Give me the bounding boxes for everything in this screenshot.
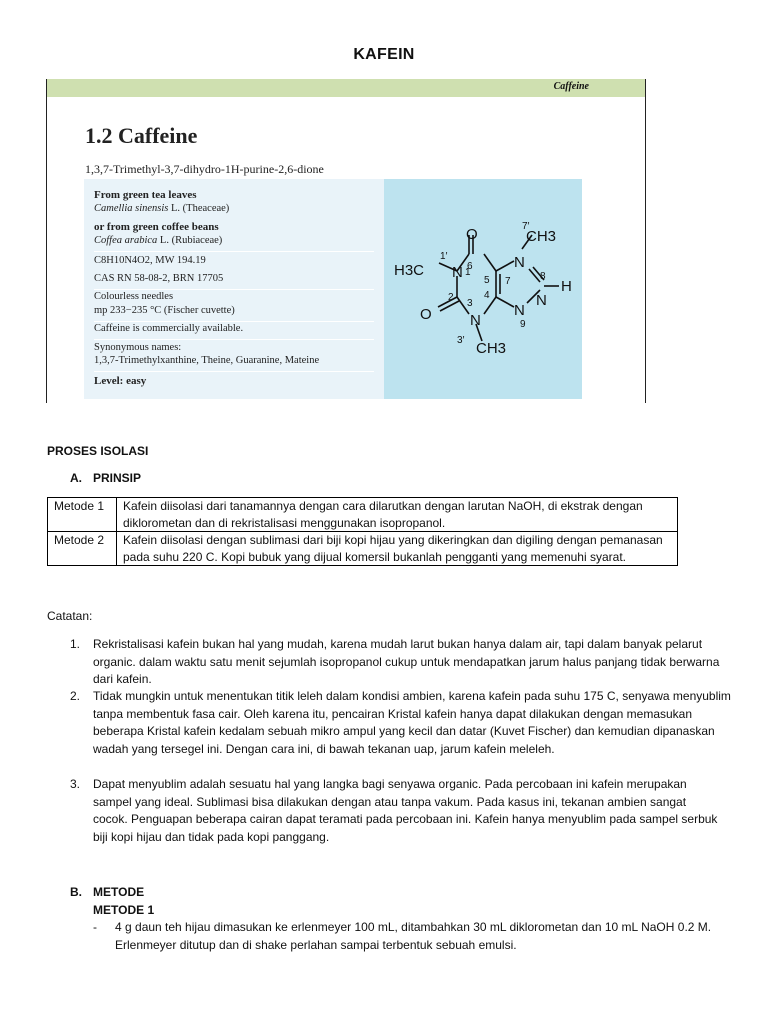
iupac-name: 1,3,7-Trimethyl-3,7-dihydro-1H-purine-2,6-dione bbox=[85, 162, 324, 176]
svg-text:4: 4 bbox=[484, 290, 490, 301]
note-number: 2. bbox=[70, 689, 81, 703]
molecular-formula: C8H10N4O2, MW 194.19 bbox=[94, 255, 206, 266]
source2-origin bbox=[94, 235, 222, 246]
section-heading-isolation: PROSES ISOLASI bbox=[47, 444, 149, 458]
excerpt-heading: 1.2 Caffeine bbox=[85, 123, 198, 148]
synonyms-list: 1,3,7-Trimethylxanthine, Theine, Guaranine, Mateine bbox=[94, 355, 320, 366]
svg-text:2: 2 bbox=[448, 292, 454, 303]
carbonyl-o-left: O bbox=[420, 306, 432, 323]
source1-title: From green tea leaves bbox=[94, 189, 197, 201]
method-cell: Metode 2 bbox=[48, 532, 117, 566]
methyl-label-top: CH3 bbox=[526, 228, 557, 245]
svg-text:5: 5 bbox=[484, 275, 490, 286]
svg-text:9: 9 bbox=[520, 319, 526, 330]
source1-origin bbox=[94, 203, 229, 214]
note-text: Dapat menyublim adalah sesuatu hal yang langka bagi senyawa organic. Pada percobaan ini kafein merupakan sampel yang ideal. Sublimasi bisa dilakukan dengan atau tanpa vakum. Pada kasus ini, tekanan ambien sangat cocok. Penguapan beberapa cairan dapat teramati pada percobaan ini. Kafein hanya menyublim pada sampel serbuk biji kopi hijau dan tidak pada kopi panggang. bbox=[93, 777, 718, 844]
methyl-label-bottom: CH3 bbox=[476, 340, 507, 357]
source1-species: Camellia sinensis bbox=[94, 203, 169, 214]
excerpt-header-label: Caffeine bbox=[553, 81, 589, 92]
table-row bbox=[48, 498, 678, 532]
section-b-label: B. bbox=[70, 885, 82, 899]
principle-table bbox=[47, 497, 678, 566]
source2-title: or from green coffee beans bbox=[94, 221, 219, 233]
table-row bbox=[48, 532, 678, 566]
melting-point: mp 233−235 °C (Fischer cuvette) bbox=[94, 305, 235, 316]
section-b-title: METODE bbox=[93, 885, 145, 899]
svg-text:8: 8 bbox=[540, 271, 546, 282]
description-cell: Kafein diisolasi dari tanamannya dengan cara dilarutkan dengan larutan NaOH, di ekstrak dengan diklorometan dan di rekristalisasi menggunakan isopropanol. bbox=[117, 498, 678, 532]
source1-family: L. (Theaceae) bbox=[171, 203, 230, 214]
note-text: Rekristalisasi kafein bukan hal yang mudah, karena mudah larut bukan hanya dalam air, tapi dalam banyak pelarut organic. dalam waktu satu menit sejumlah isopropanol cukup untuk mendapatkan jarum halus panjang tidak berwarna dari kafein. bbox=[93, 637, 720, 687]
difficulty-level: Level: easy bbox=[94, 375, 147, 387]
hydrogen-label: H bbox=[561, 278, 572, 295]
excerpt-header-bar bbox=[47, 79, 645, 97]
svg-text:6: 6 bbox=[467, 261, 473, 272]
document-title: KAFEIN bbox=[353, 46, 415, 63]
notes-label: Catatan: bbox=[47, 609, 93, 623]
svg-text:7: 7 bbox=[505, 276, 511, 287]
methyl-label-left: H3C bbox=[394, 262, 425, 279]
svg-text:3′: 3′ bbox=[457, 335, 465, 346]
method1-title: METODE 1 bbox=[93, 903, 155, 917]
method-cell: Metode 1 bbox=[48, 498, 117, 532]
compound-info-box bbox=[84, 179, 384, 399]
source2-species: Coffea arabica bbox=[94, 235, 158, 246]
svg-text:N: N bbox=[452, 264, 463, 281]
svg-text:3: 3 bbox=[467, 298, 473, 309]
svg-text:7′: 7′ bbox=[522, 221, 530, 232]
caffeine-structure-panel bbox=[384, 179, 582, 399]
note-text: Tidak mungkin untuk menentukan titik leleh dalam kondisi ambien, karena kafein pada suhu 175 C, senyawa menyublim tanpa membentuk fasa cair. Oleh karena itu, pencairan Kristal kafein hanya dapat dilakukan dengan memasukan beberapa Kristal kafein kedalam sebuah mikro ampul yang kecil dan datar (Kuvet Fischer) dan kemudian dipanaskan wadah yang tersegel ini. Dengan cara ini, di bawah tekanan uap, jarum kafein meleleh. bbox=[93, 689, 731, 756]
availability-note: Caffeine is commercially available. bbox=[94, 323, 244, 334]
synonyms-label: Synonymous names: bbox=[94, 342, 182, 353]
svg-text:N: N bbox=[536, 292, 547, 309]
appearance: Colourless needles bbox=[94, 291, 174, 302]
caffeine-book-excerpt bbox=[46, 79, 646, 403]
note-number: 3. bbox=[70, 777, 81, 791]
description-cell: Kafein diisolasi dengan sublimasi dari biji kopi hijau yang dikeringkan dan digiling dengan pemanasan pada suhu 220 C. Kopi bubuk yang dijual komersil bukanlah pengganti yang memenuhi syarat. bbox=[117, 532, 678, 566]
section-a-title: PRINSIP bbox=[93, 471, 142, 485]
step-text: 4 g daun teh hijau dimasukan ke erlenmeyer 100 mL, ditambahkan 30 mL diklorometan dan 10 mL NaOH 0.2 M. Erlenmeyer ditutup dan di shake perlahan sampai terbentuk sebuah emulsi. bbox=[115, 920, 712, 952]
cas-number: CAS RN 58-08-2, BRN 17705 bbox=[94, 273, 224, 284]
carbonyl-o-top: O bbox=[466, 226, 478, 243]
svg-text:N: N bbox=[514, 254, 525, 271]
note-number: 1. bbox=[70, 637, 81, 651]
svg-text:N: N bbox=[470, 312, 481, 329]
svg-text:1′: 1′ bbox=[440, 251, 448, 262]
caffeine-structure-diagram bbox=[384, 179, 582, 399]
section-a-label: A. bbox=[70, 471, 82, 485]
svg-text:N: N bbox=[514, 302, 525, 319]
svg-text:1: 1 bbox=[465, 267, 471, 278]
step-bullet: - bbox=[93, 920, 97, 934]
source2-family: L. (Rubiaceae) bbox=[159, 235, 223, 246]
